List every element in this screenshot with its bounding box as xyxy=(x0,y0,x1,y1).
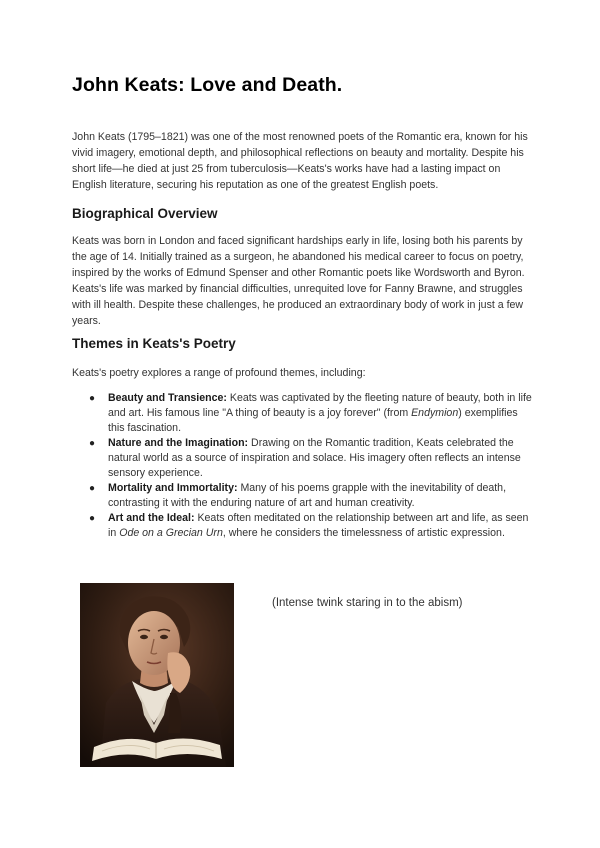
theme-text-end: ) exemplifies this fascination. xyxy=(108,407,518,434)
bullet-icon: ● xyxy=(89,393,96,404)
list-item xyxy=(72,481,532,511)
theme-term: Mortality and Immortality: xyxy=(108,482,238,494)
intro-paragraph: John Keats (1795–1821) was one of the most renowned poets of the Romantic era, known for his vivid imagery, emotional depth, and philosophical reflections on beauty and mortality. Despite his short life—he died at just 25 from tuberculosis—Keats's works have had a lasting impact on English literature, securing his reputation as one of the greatest English poets. xyxy=(72,131,528,191)
keats-portrait-image xyxy=(80,583,234,767)
theme-text-end: , where he considers the timelessness of artistic expression. xyxy=(222,527,505,539)
themes-intro: Keats's poetry explores a range of profound themes, including: xyxy=(72,367,366,379)
bullet-icon: ● xyxy=(89,513,96,524)
bullet-icon: ● xyxy=(89,438,96,449)
themes-heading: Themes in Keats's Poetry xyxy=(72,336,236,351)
theme-text: Keats was captivated by the fleeting nature of beauty, both in life and art. His famous line "A thing of beauty is a joy forever" (from xyxy=(108,392,532,419)
theme-term: Nature and the Imagination: xyxy=(108,437,249,449)
themes-list xyxy=(72,391,532,541)
theme-term: Beauty and Transience: xyxy=(108,392,227,404)
theme-text: Drawing on the Romantic tradition, Keats celebrated the natural world as a source of inspiration and solace. His imagery often reflects an intense sensory experience. xyxy=(108,437,521,479)
work-title: Endymion xyxy=(411,407,459,419)
theme-text: Keats often meditated on the relationship between art and life, as seen in xyxy=(108,512,529,539)
theme-term: Art and the Ideal: xyxy=(108,512,195,524)
image-caption: (Intense twink staring in to the abism) xyxy=(272,597,463,609)
bullet-icon: ● xyxy=(89,483,96,494)
list-item xyxy=(72,391,532,436)
bio-heading: Biographical Overview xyxy=(72,206,218,221)
page-title: John Keats: Love and Death. xyxy=(72,74,343,96)
portrait-illustration xyxy=(80,583,234,767)
bio-paragraph: Keats was born in London and faced significant hardships early in life, losing both his parents by the age of 14. Initially trained as a surgeon, he abandoned his medical career to focus on poetry, inspired by the works of Edmund Spenser and other Romantic poets like Wordsworth and Byron. Keats's life was marked by financial difficulties, unrequited love for Fanny Brawne, and struggles with ill health. Despite these challenges, he produced an extraordinary body of work in just a few years. xyxy=(72,235,525,327)
list-item xyxy=(72,436,532,481)
list-item xyxy=(72,511,532,541)
theme-text: Many of his poems grapple with the inevitability of death, contrasting it with the enduring nature of art and human creativity. xyxy=(108,482,507,509)
work-title: Ode on a Grecian Urn xyxy=(119,527,223,539)
